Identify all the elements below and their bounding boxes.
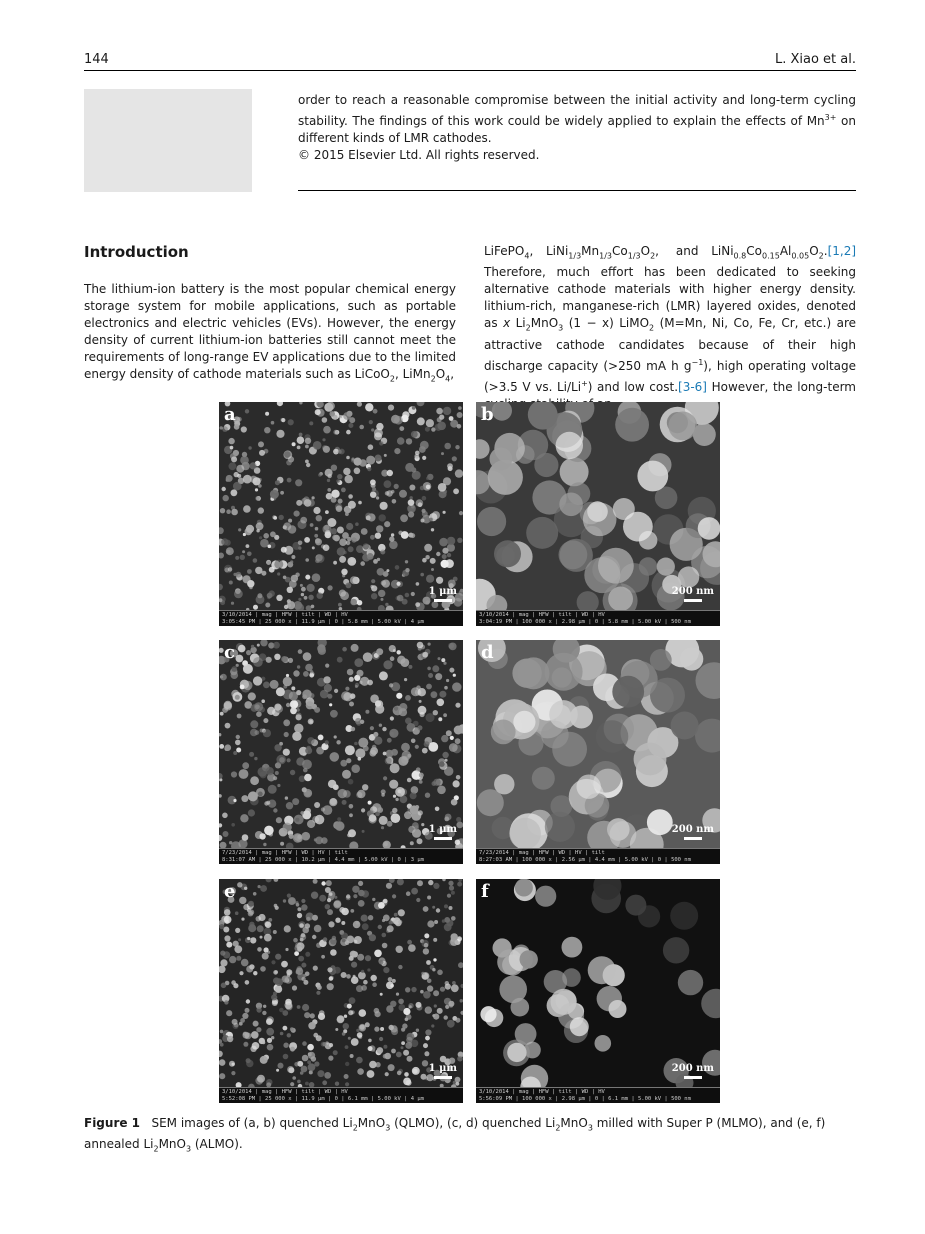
panel-letter: b xyxy=(481,404,494,425)
scale-bar: 1 μm xyxy=(429,586,457,602)
figure-caption: Figure 1 SEM images of (a, b) quenched $Li_2MnO_3$ (QLMO), (c, d) quenched $Li_2MnO_3$ milled with Super P (MLMO), and (e, f) annealed $Li_2MnO_3$ (ALMO). xyxy=(84,1116,826,1154)
copyright: © 2015 Elsevier Ltd. All rights reserved. xyxy=(298,148,540,162)
sem-databar: 7/23/2014 | mag | HFW | WD | HV | tilt 8:27:03 AM | 100 000 x | 2.56 μm | 4.4 mm | 5.00 kV | 0 | 500 nm xyxy=(476,848,720,864)
body-column-left xyxy=(84,281,456,387)
sem-databar: 3/10/2014 | mag | HFW | tilt | WD | HV 3:04:19 PM | 100 000 x | 2.98 μm | 0 | 5.8 mm | 5.00 kV | 500 nm xyxy=(476,610,720,626)
panel-letter: f xyxy=(481,881,489,902)
section-title: Introduction xyxy=(84,243,189,261)
sem-panel-b xyxy=(476,402,720,626)
sem-panel-f xyxy=(476,879,720,1103)
abstract-divider xyxy=(298,190,856,191)
sem-panel-d xyxy=(476,640,720,864)
citation-link[interactable]: [3-6] xyxy=(678,379,707,394)
running-header xyxy=(84,50,856,71)
body-column-right xyxy=(484,243,856,413)
panel-letter: a xyxy=(224,404,236,425)
sem-image xyxy=(219,402,463,626)
panel-letter: d xyxy=(481,642,494,663)
scale-bar: 200 nm xyxy=(672,586,714,602)
sem-image xyxy=(219,879,463,1103)
sem-databar: 3/10/2014 | mag | HFW | tilt | WD | HV 5:56:09 PM | 100 000 x | 2.98 μm | 0 | 6.1 mm | 5.00 kV | 500 nm xyxy=(476,1087,720,1103)
abstract-paragraph: order to reach a reasonable compromise between the initial activity and long-term cycling stability. The findings of this work could be widely applied to explain the effects of $Mn^{3+}$ on different kinds of LMR cathodes. xyxy=(298,93,856,145)
body-paragraph: LiFePO$_4$, $LiNi_{1/3}Mn_{1/3}Co_{1/3}O_2$, and $LiNi_{0.8}Co_{0.15}Al_{0.05}O_2.[1,2]$ Therefore, much effort has been dedicated to seeking alternative cathode materials with higher energy density. lithium-rich, manganese-rich (LMR) layered oxides, denoted as x $Li_2MnO_3$ (1 − x) LiMO$_2$ (M=Mn, Ni, Co, Fe, Cr, etc.) are attractive cathode candidates because of their high discharge capacity (>250 mA h $g^{-1}$), high operating voltage (>3.5 V vs. Li/Li+) and low cost.[3-6] However, the long-term xyxy=(484,244,857,394)
page-number: 144 xyxy=(84,52,109,67)
abstract-side-panel xyxy=(84,89,252,192)
body-paragraph: The lithium-ion battery is the most popular chemical energy storage system for mobile applications, such as portable electronics and electric vehicles (EVs). However, the energy density of current lithium-ion batteries still cannot meet the requirements of long-range EV applications due to the limited energy density of cathode materials such as LiCoO$_2$, $LiMn_2O_4$, xyxy=(84,282,456,384)
sem-databar: 7/23/2014 | mag | HFW | WD | HV | tilt 8:31:07 AM | 25 000 x | 10.2 μm | 4.4 mm | 5.00 kV | 0 | 3 μm xyxy=(219,848,463,864)
sem-databar: 3/10/2014 | mag | HFW | tilt | WD | HV 3:05:45 PM | 25 000 x | 11.9 μm | 0 | 5.8 mm | 5.00 kV | 4 μm xyxy=(219,610,463,626)
scale-bar: 1 μm xyxy=(429,824,457,840)
sem-panel-a xyxy=(219,402,463,626)
figure-label: Figure 1 xyxy=(84,1116,141,1130)
scale-bar: 200 nm xyxy=(672,1063,714,1079)
citation-link[interactable]: [1,2] xyxy=(827,244,857,258)
sem-image xyxy=(219,640,463,864)
scale-bar: 200 nm xyxy=(672,824,714,840)
sem-panel-c xyxy=(219,640,463,864)
panel-letter: c xyxy=(224,642,235,663)
abstract-tail xyxy=(298,92,856,164)
sem-panel-e xyxy=(219,879,463,1103)
panel-letter: e xyxy=(224,881,236,902)
sem-databar: 3/10/2014 | mag | HFW | tilt | WD | HV 5:52:08 PM | 25 000 x | 11.9 μm | 0 | 6.1 mm | 5.00 kV | 4 μm xyxy=(219,1087,463,1103)
scale-bar: 1 μm xyxy=(429,1063,457,1079)
running-authors: L. Xiao et al. xyxy=(774,52,856,67)
